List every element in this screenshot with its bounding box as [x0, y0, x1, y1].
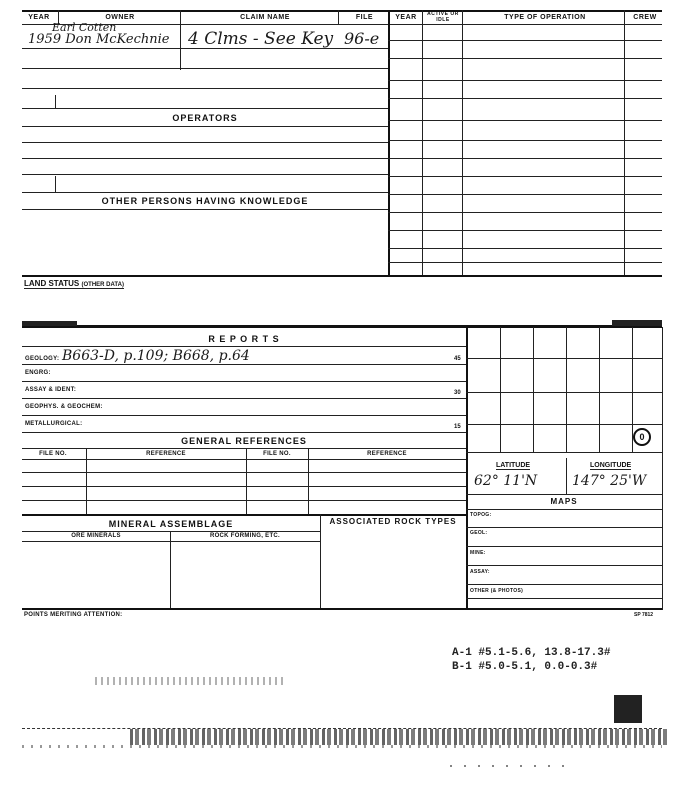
row-line — [22, 174, 388, 175]
faint-text-artifact — [95, 677, 285, 685]
longitude-handwritten: 147° 25'W — [572, 473, 647, 489]
col-divider — [566, 458, 567, 494]
grid-line — [533, 327, 534, 452]
other-photos-label: OTHER (& PHOTOS) — [470, 588, 524, 594]
scan-smudge — [22, 321, 77, 326]
bottom-smudge-band — [130, 729, 670, 745]
other-persons-title: OTHER PERSONS HAVING KNOWLEDGE — [101, 196, 309, 206]
col-divider — [308, 448, 309, 514]
center-divider — [388, 10, 390, 275]
row-line — [388, 140, 662, 141]
row-line — [466, 565, 662, 566]
associated-rock-types-title: ASSOCIATED ROCK TYPES — [329, 517, 457, 526]
latitude-handwritten: 62° 11'N — [474, 473, 538, 489]
col-divider — [462, 10, 463, 275]
row-line — [388, 58, 662, 59]
engrg-label: ENGRG: — [25, 370, 51, 376]
row-line — [466, 494, 662, 495]
owner-handwritten-1: Earl Cotten — [52, 21, 117, 34]
row-line — [22, 415, 466, 416]
grid-line — [500, 327, 501, 452]
col-divider — [86, 448, 87, 514]
row-line — [466, 598, 662, 599]
row-line — [388, 40, 662, 41]
typed-note-line-2: B-1 #5.0-5.1, 0.0-0.3# — [452, 661, 598, 673]
grid-line — [466, 392, 662, 393]
points-meriting-attention-label: POINTS MERITING ATTENTION: — [24, 612, 123, 618]
row-number-30: 30 — [454, 390, 461, 396]
row-line — [22, 381, 466, 382]
mineral-assemblage-title: MINERAL ASSEMBLAGE — [108, 519, 234, 529]
ref-reference-header: REFERENCE — [146, 451, 186, 457]
row-line — [22, 459, 466, 460]
row-line — [22, 514, 466, 516]
top-rule — [22, 10, 662, 12]
row-line — [388, 158, 662, 159]
black-square-mark — [614, 695, 642, 723]
page-right-border — [662, 327, 663, 610]
col-divider — [170, 531, 171, 608]
bottom-dots — [450, 765, 570, 767]
ore-minerals-header: ORE MINERALS — [71, 533, 121, 539]
row-line — [22, 209, 388, 210]
col-divider — [246, 448, 247, 514]
row-line — [22, 541, 320, 542]
operators-title: OPERATORS — [172, 113, 238, 123]
geology-handwritten: B663-D, p.109; B668, p.64 — [62, 348, 250, 364]
row-line — [22, 432, 466, 433]
reports-title: R E P O R T S — [208, 334, 280, 344]
row-line — [388, 262, 662, 263]
row-line — [22, 486, 466, 487]
row-line — [388, 176, 662, 177]
row-number-45: 45 — [454, 356, 461, 362]
row-line — [388, 98, 662, 99]
owner-handwritten-2: 1959 Don McKechnie — [28, 32, 170, 47]
geology-label: GEOLOGY: — [25, 356, 60, 362]
year2-header: YEAR — [395, 14, 417, 21]
col-divider — [180, 10, 181, 70]
row-line — [22, 472, 466, 473]
grid-line — [466, 424, 662, 425]
header-rule — [22, 24, 662, 25]
col-divider — [320, 514, 321, 608]
tick — [55, 176, 56, 192]
reports-right-border — [466, 327, 468, 610]
land-status-label — [24, 279, 124, 289]
reports-bottom-rule — [22, 608, 662, 610]
row-line — [388, 212, 662, 213]
grid-line — [599, 327, 600, 452]
row-line — [466, 546, 662, 547]
row-number-15: 15 — [454, 424, 461, 430]
typed-note-line-1: A-1 #5.1-5.6, 13.8-17.3# — [452, 647, 611, 659]
geol-label: GEOL: — [470, 530, 488, 536]
file-header: FILE — [355, 14, 374, 21]
bottom-dots — [22, 745, 662, 748]
row-line — [388, 194, 662, 195]
mine-label: MINE: — [470, 550, 486, 556]
row-line — [22, 108, 388, 109]
ref-file-no-header: FILE NO. — [39, 451, 67, 457]
ref-file-no2-header: FILE NO. — [263, 451, 291, 457]
crew-header: CREW — [633, 14, 657, 21]
assay-map-label: ASSAY: — [470, 569, 490, 575]
grid-line — [466, 358, 662, 359]
row-line — [388, 248, 662, 249]
latitude-label: LATITUDE — [496, 462, 531, 469]
col-divider — [338, 10, 339, 24]
form-number: SP 7812 — [634, 612, 654, 618]
ref-reference2-header: REFERENCE — [367, 451, 407, 457]
row-line — [466, 527, 662, 528]
type-of-operation-header: TYPE OF OPERATION — [504, 14, 586, 21]
longitude-label: LONGITUDE — [590, 462, 632, 469]
row-line — [22, 346, 466, 347]
claim-name-header: CLAIM NAME — [240, 14, 290, 21]
tick — [55, 95, 56, 108]
scan-smudge — [612, 320, 662, 326]
topog-label: TOPOG: — [470, 512, 492, 518]
row-line — [22, 531, 320, 532]
col-divider — [422, 10, 423, 275]
row-line — [22, 500, 466, 501]
claim-handwritten: 4 Clms - See Key — [188, 29, 334, 49]
row-line — [466, 584, 662, 585]
metallurgical-label: METALLURGICAL: — [25, 421, 83, 427]
land-status-text: LAND STATUS — [24, 279, 80, 288]
row-line — [22, 364, 466, 365]
rock-forming-header: ROCK FORMING, ETC. — [209, 533, 281, 539]
file-handwritten: 96-e — [344, 29, 380, 48]
land-status-sub: (OTHER DATA) — [81, 282, 124, 288]
table-bottom-rule — [22, 275, 662, 277]
owner-header: OWNER — [105, 14, 135, 21]
grid-line — [466, 452, 662, 453]
grid-line — [566, 327, 567, 452]
year-header: YEAR — [28, 14, 50, 21]
row-line — [22, 192, 388, 193]
row-line — [466, 509, 662, 510]
row-line — [22, 68, 388, 69]
row-line — [22, 142, 388, 143]
row-line — [22, 448, 466, 449]
row-line — [22, 88, 388, 89]
geophys-label: GEOPHYS. & GEOCHEM: — [25, 404, 103, 410]
row-line — [22, 158, 388, 159]
row-line — [22, 126, 388, 127]
general-references-title: GENERAL REFERENCES — [181, 436, 307, 446]
row-line — [22, 398, 466, 399]
col-divider — [624, 10, 625, 275]
circled-mark: 0 — [633, 428, 651, 446]
assay-label: ASSAY & IDENT: — [25, 387, 77, 393]
row-line — [388, 230, 662, 231]
row-line — [388, 80, 662, 81]
maps-title: MAPS — [550, 497, 578, 506]
active-idle-header: ACTIVE OR IDLE — [427, 11, 459, 23]
row-line — [388, 120, 662, 121]
